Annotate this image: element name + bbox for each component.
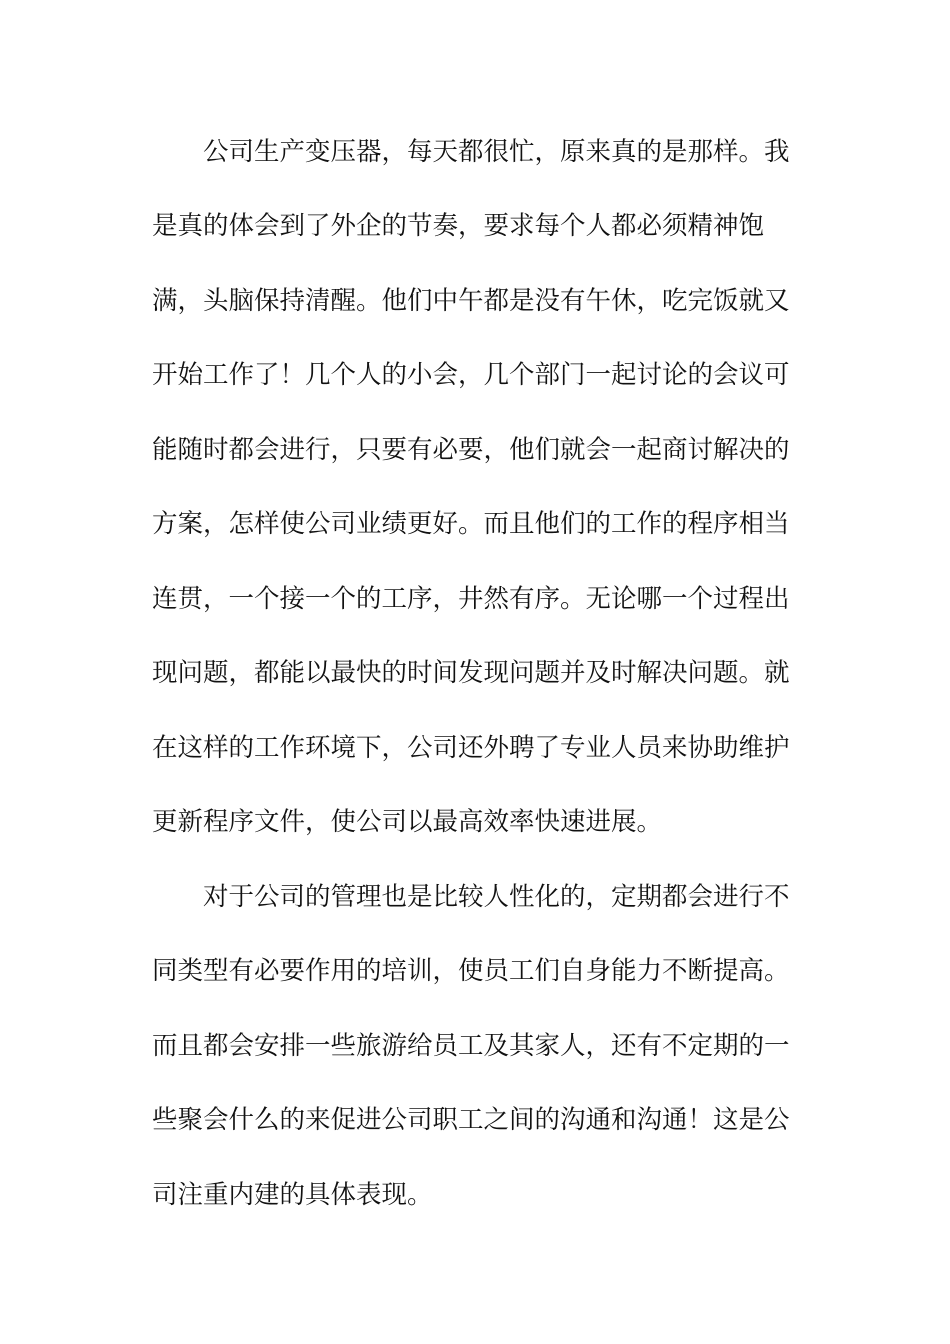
paragraph-1-line-5: 能随时都会进行，只要有必要，他们就会一起商讨解决的 (152, 435, 790, 465)
paragraph-1-line-7: 连贯，一个接一个的工序，井然有序。无论哪一个过程出 (152, 584, 790, 614)
paragraph-1-line-10: 更新程序文件，使公司以最高效率快速进展。 (152, 807, 663, 837)
paragraph-1-line-9: 在这样的工作环境下，公司还外聘了专业人员来协助维护 (152, 733, 790, 763)
paragraph-2-line-2: 同类型有必要作用的培训，使员工们自身能力不断提高。 (152, 956, 790, 986)
paragraph-2-line-1: 对于公司的管理也是比较人性化的，定期都会进行不 (203, 882, 790, 912)
paragraph-2-line-3: 而且都会安排一些旅游给员工及其家人，还有不定期的一 (152, 1031, 790, 1061)
paragraph-1-line-2: 是真的体会到了外企的节奏，要求每个人都必须精神饱 (152, 211, 765, 241)
paragraph-2-line-5: 司注重内建的具体表现。 (152, 1180, 433, 1210)
paragraph-1-line-8: 现问题，都能以最快的时间发现问题并及时解决问题。就 (152, 658, 790, 688)
paragraph-1-line-6: 方案，怎样使公司业绩更好。而且他们的工作的程序相当 (152, 509, 790, 539)
paragraph-1-line-4: 开始工作了！几个人的小会，几个部门一起讨论的会议可 (152, 360, 790, 390)
paragraph-2-line-4: 些聚会什么的来促进公司职工之间的沟通和沟通！这是公 (152, 1105, 790, 1135)
paragraph-1-line-3: 满，头脑保持清醒。他们中午都是没有午休，吃完饭就又 (152, 286, 790, 316)
paragraph-1-line-1: 公司生产变压器，每天都很忙，原来真的是那样。我 (203, 137, 790, 167)
